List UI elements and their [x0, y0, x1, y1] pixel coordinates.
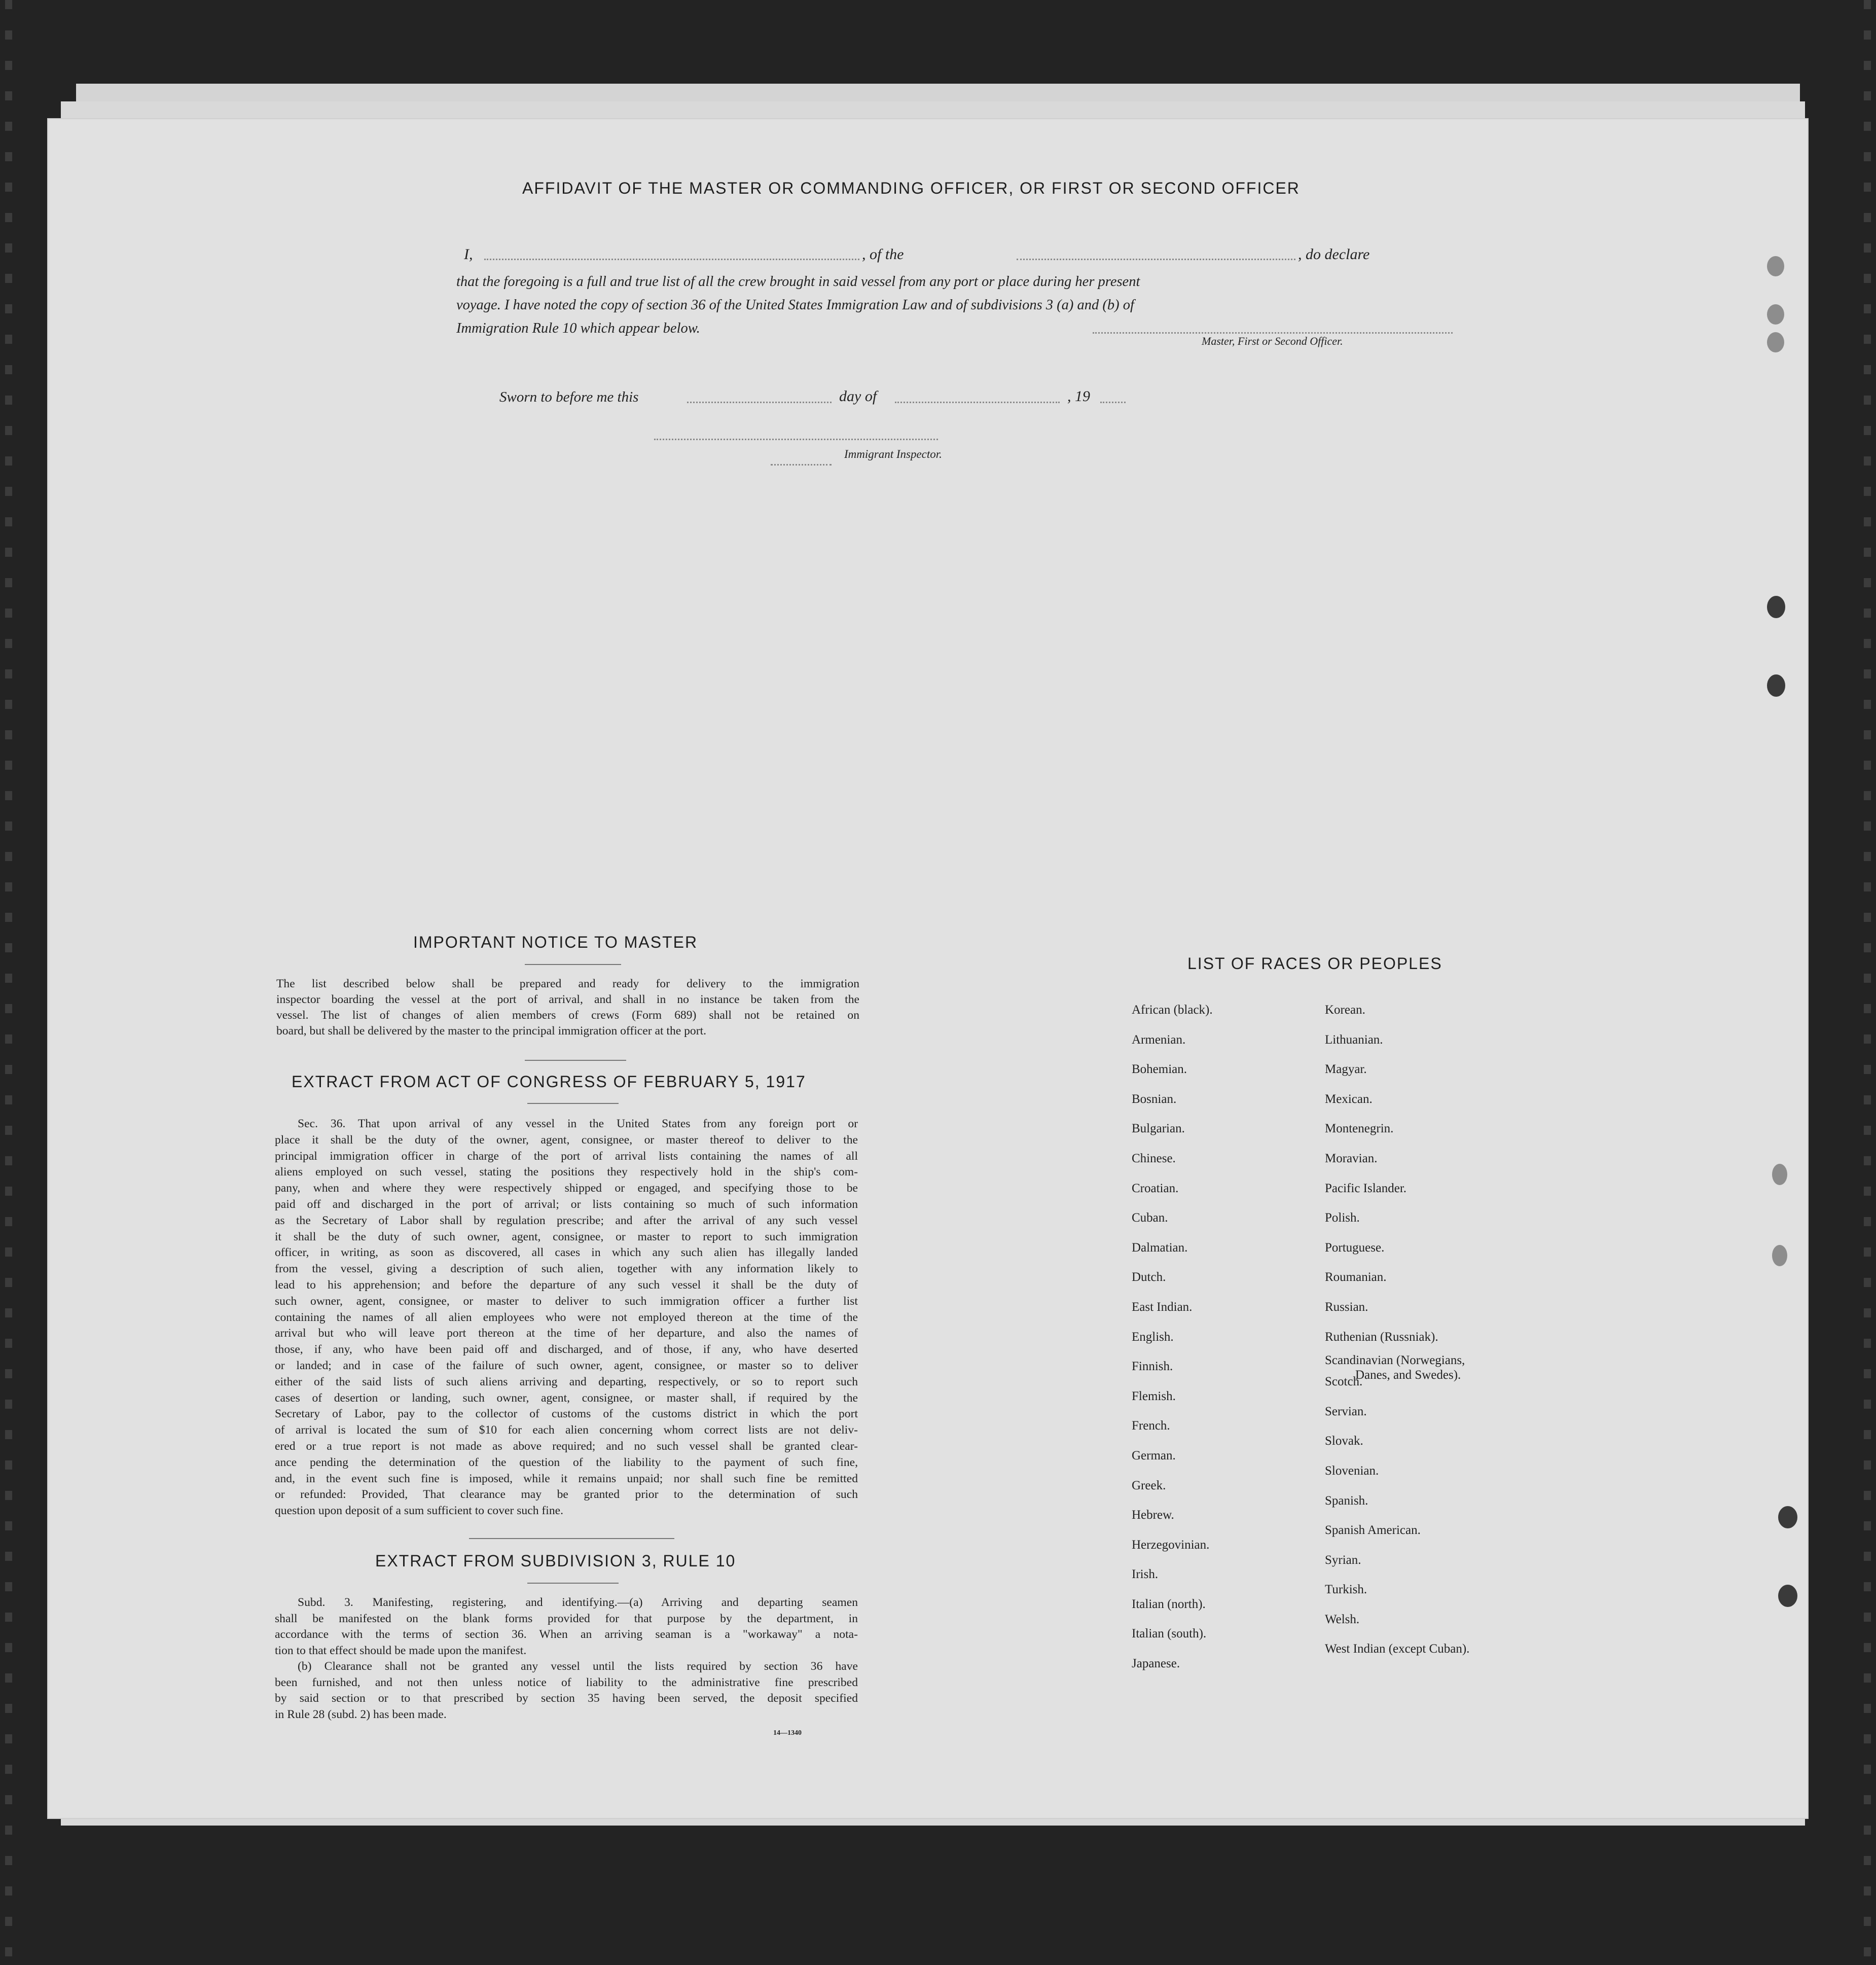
- sworn-day-field[interactable]: [687, 402, 832, 403]
- affidavit-statement: [456, 270, 1468, 340]
- races-left-column: [1132, 995, 1213, 1679]
- rule-10-text: [275, 1595, 858, 1723]
- text-line: as the Secretary of Labor shall by regulation prescribe; and after the arrival of any such vessel: [275, 1213, 858, 1227]
- race-item: Cuban.: [1132, 1211, 1168, 1225]
- binding-hole: [1778, 1506, 1797, 1528]
- film-perforation-right: [1864, 0, 1871, 1965]
- extract-rule-title: EXTRACT FROM SUBDIVISION 3, RULE 10: [375, 1552, 736, 1570]
- affidavit-line: Immigration Rule 10 which appear below.: [456, 320, 700, 336]
- divider: [525, 1060, 626, 1061]
- race-item: Finnish.: [1132, 1360, 1173, 1374]
- notice-text: [276, 976, 859, 1039]
- race-item: Lithuanian.: [1325, 1032, 1383, 1047]
- text-line: shall be manifested on the blank forms provided for that purpose by the department, in: [275, 1612, 858, 1625]
- inspector-label: Immigrant Inspector.: [844, 448, 942, 460]
- race-item: Hebrew.: [1132, 1508, 1174, 1522]
- master-signature-label: Master, First or Second Officer.: [1202, 335, 1343, 347]
- text-line: from the vessel, giving a description of such alien, together with any information likely to: [275, 1262, 858, 1276]
- race-item: Irish.: [1132, 1567, 1159, 1582]
- text-line: principal immigration officer in charge of the port of arrival lists containing the names of all: [275, 1149, 858, 1163]
- text-line: and, in the event such fine is imposed, while it remains unpaid; nor shall such fine be remitted: [275, 1472, 858, 1485]
- race-item: Dalmatian.: [1132, 1240, 1188, 1255]
- race-item: Welsh.: [1325, 1612, 1360, 1626]
- race-item: Armenian.: [1132, 1032, 1186, 1047]
- race-item: Magyar.: [1325, 1062, 1367, 1077]
- race-item: Croatian.: [1132, 1181, 1179, 1195]
- sworn-year-field[interactable]: [1100, 402, 1126, 403]
- affidavit-title: AFFIDAVIT OF THE MASTER OR COMMANDING OFFICER, OR FIRST OR SECOND OFFICER: [522, 179, 1300, 197]
- affidavit-do-declare: , do declare: [1298, 246, 1370, 263]
- text-line: The list described below shall be prepared and ready for delivery to the immigration: [276, 977, 859, 990]
- race-item: Slovenian.: [1325, 1463, 1379, 1478]
- text-line: accordance with the terms of section 36. When an arriving seaman is a "workaway" a nota-: [275, 1628, 858, 1641]
- race-item: Portuguese.: [1325, 1240, 1385, 1255]
- text-line: or landed; and in case of the failure of such owner, agent, consignee, or master so to deliver: [275, 1359, 858, 1372]
- affidavit-i: I,: [464, 246, 473, 263]
- notice-title: IMPORTANT NOTICE TO MASTER: [413, 933, 698, 951]
- day-of-text: day of: [839, 388, 877, 405]
- race-item-line: Scandinavian (Norwegians,: [1325, 1353, 1465, 1368]
- text-line: been furnished, and not then unless notice of liability to the administrative fine prescribed: [275, 1675, 858, 1689]
- race-item: Italian (north).: [1132, 1597, 1206, 1611]
- text-line: board, but shall be delivered by the master to the principal immigration officer at the port.: [276, 1024, 707, 1038]
- text-line: officer, in writing, as soon as discovered, all cases in which any such alien has illegally landed: [275, 1246, 858, 1260]
- affidavit-line: that the foregoing is a full and true list of all the crew brought in said vessel from any port or place during her present: [456, 274, 1140, 290]
- race-item: Korean.: [1325, 1003, 1365, 1017]
- text-line: arrival but who will leave port thereon at the time of her departure, and also the names of: [275, 1327, 858, 1340]
- race-item: Syrian.: [1325, 1553, 1361, 1567]
- binding-hole: [1772, 1164, 1787, 1185]
- race-item: Bulgarian.: [1132, 1122, 1185, 1136]
- binding-hole: [1767, 674, 1785, 697]
- race-item-line: Danes, and Swedes).: [1355, 1368, 1461, 1382]
- races-right-column: [1325, 995, 1469, 1664]
- race-item: Turkish.: [1325, 1583, 1367, 1597]
- sworn-text: Sworn to before me this: [499, 389, 639, 405]
- inspector-signature-field[interactable]: [771, 464, 832, 466]
- binding-hole: [1772, 1245, 1787, 1266]
- text-line: such owner, agent, consignee, or master to deliver to such immigration officer a further list: [275, 1294, 858, 1308]
- text-line: of arrival is located the sum of $10 for each alien concerning whom correct lists are not deliv-: [275, 1423, 858, 1437]
- race-item: Spanish.: [1325, 1493, 1368, 1508]
- race-item: Greek.: [1132, 1478, 1166, 1492]
- text-line: (b) Clearance shall not be granted any vessel until the lists required by section 36 have: [298, 1660, 858, 1673]
- text-line: Secretary of Labor, pay to the collector of customs of the customs district in which the port: [275, 1407, 858, 1421]
- race-item: Bohemian.: [1132, 1062, 1187, 1077]
- race-item: West Indian (except Cuban).: [1325, 1642, 1470, 1656]
- text-line: aliens employed on such vessel, stating the positions they respectively hold in the ship's com-: [275, 1165, 858, 1179]
- text-line: inspector boarding the vessel at the port of arrival, and shall in no instance be taken from the: [276, 993, 859, 1006]
- film-perforation-left: [5, 0, 12, 1965]
- race-item: Japanese.: [1132, 1657, 1180, 1671]
- officer-name-field[interactable]: [484, 259, 859, 260]
- manifest-page: [48, 119, 1808, 1818]
- race-item: Italian (south).: [1132, 1627, 1207, 1641]
- binding-hole: [1767, 304, 1784, 325]
- race-item: Dutch.: [1132, 1270, 1166, 1284]
- race-item: Russian.: [1325, 1300, 1368, 1314]
- vessel-name-field[interactable]: [1017, 259, 1295, 260]
- text-line: pany, when and where they were respectively shipped or engaged, and specifying those to be: [275, 1182, 858, 1195]
- divider: [527, 1583, 619, 1584]
- text-line: either of the said lists of such aliens arriving and departing, respectively, or so to report such: [275, 1375, 858, 1388]
- text-line: containing the names of all alien employees who were not employed thereon at the time of the: [275, 1310, 858, 1324]
- text-line: in Rule 28 (subd. 2) has been made.: [275, 1707, 447, 1721]
- race-item: Servian.: [1325, 1404, 1367, 1418]
- extract-act-title: EXTRACT FROM ACT OF CONGRESS OF FEBRUARY 5, 1917: [292, 1073, 806, 1091]
- race-item: Chinese.: [1132, 1151, 1176, 1165]
- text-line: question upon deposit of a sum sufficient to cover such fine.: [275, 1504, 563, 1518]
- race-item: Spanish American.: [1325, 1523, 1421, 1538]
- section-36-text: [275, 1116, 858, 1519]
- binding-hole: [1767, 596, 1785, 618]
- text-line: it shall be the duty of such owner, agent, consignee, or master to report to such immigration: [275, 1230, 858, 1243]
- year-text: , 19: [1067, 388, 1090, 405]
- form-number: 14—1340: [773, 1729, 802, 1737]
- race-item: French.: [1132, 1419, 1170, 1433]
- race-item: Pacific Islander.: [1325, 1181, 1407, 1195]
- text-line: ance pending the determination of the question of the liability to the payment of such fine,: [275, 1455, 858, 1469]
- race-item: Roumanian.: [1325, 1270, 1387, 1284]
- sworn-month-field[interactable]: [895, 402, 1060, 403]
- text-line: paid off and discharged in the port of arrival; or lists containing so much of such information: [275, 1197, 858, 1211]
- race-item: East Indian.: [1132, 1300, 1193, 1314]
- race-item: Flemish.: [1132, 1389, 1176, 1403]
- text-line: tion to that effect should be made upon the manifest.: [275, 1644, 527, 1657]
- race-item: German.: [1132, 1448, 1176, 1462]
- divider: [527, 1103, 619, 1104]
- inspector-signature-field[interactable]: [654, 439, 938, 440]
- race-item: Mexican.: [1325, 1092, 1373, 1106]
- race-item: Scotch.: [1325, 1375, 1363, 1389]
- race-item: Slovak.: [1325, 1434, 1363, 1448]
- text-line: place it shall be the duty of the owner, agent, consignee, or master thereof to deliver to the: [275, 1133, 858, 1147]
- divider: [525, 964, 621, 965]
- race-item: Herzegovinian.: [1132, 1538, 1210, 1552]
- text-line: ered or a true report is not made as above required; and no such vessel shall be granted clear-: [275, 1439, 858, 1453]
- binding-hole: [1767, 332, 1784, 352]
- text-line: Sec. 36. That upon arrival of any vessel in the United States from any foreign port or: [298, 1117, 858, 1130]
- divider: [469, 1538, 674, 1539]
- text-line: vessel. The list of changes of alien members of crews (Form 689) shall not be retained on: [276, 1009, 859, 1022]
- text-line: Subd. 3. Manifesting, registering, and identifying.—(a) Arriving and departing seamen: [298, 1596, 858, 1609]
- race-item: African (black).: [1132, 1003, 1213, 1017]
- master-signature-field[interactable]: [1093, 332, 1453, 334]
- races-title: LIST OF RACES OR PEOPLES: [1187, 954, 1442, 973]
- race-item: Polish.: [1325, 1211, 1360, 1225]
- text-line: lead to his apprehension; and before the departure of any such vessel it shall be the duty of: [275, 1278, 858, 1292]
- binding-hole: [1778, 1585, 1797, 1607]
- text-line: or refunded: Provided, That clearance may be granted prior to the determination of such: [275, 1488, 858, 1502]
- text-line: cases of desertion or landing, such owner, agent, consignee, or master shall, if required by the: [275, 1391, 858, 1405]
- text-line: those, if any, who have been paid off and discharged, and of those, if any, who have deserted: [275, 1343, 858, 1356]
- affidavit-of-the: , of the: [862, 246, 904, 263]
- binding-hole: [1767, 256, 1784, 276]
- race-item: Bosnian.: [1132, 1092, 1177, 1106]
- affidavit-line: voyage. I have noted the copy of section 36 of the United States Immigration Law and of subdivisions 3 (a) and (b) of: [456, 297, 1134, 313]
- race-item: Ruthenian (Russniak).: [1325, 1330, 1438, 1344]
- text-line: by said section or to that prescribed by section 35 having been served, the deposit specified: [275, 1692, 858, 1705]
- race-item: Montenegrin.: [1325, 1122, 1394, 1136]
- race-item: English.: [1132, 1330, 1174, 1344]
- race-item: Moravian.: [1325, 1151, 1378, 1165]
